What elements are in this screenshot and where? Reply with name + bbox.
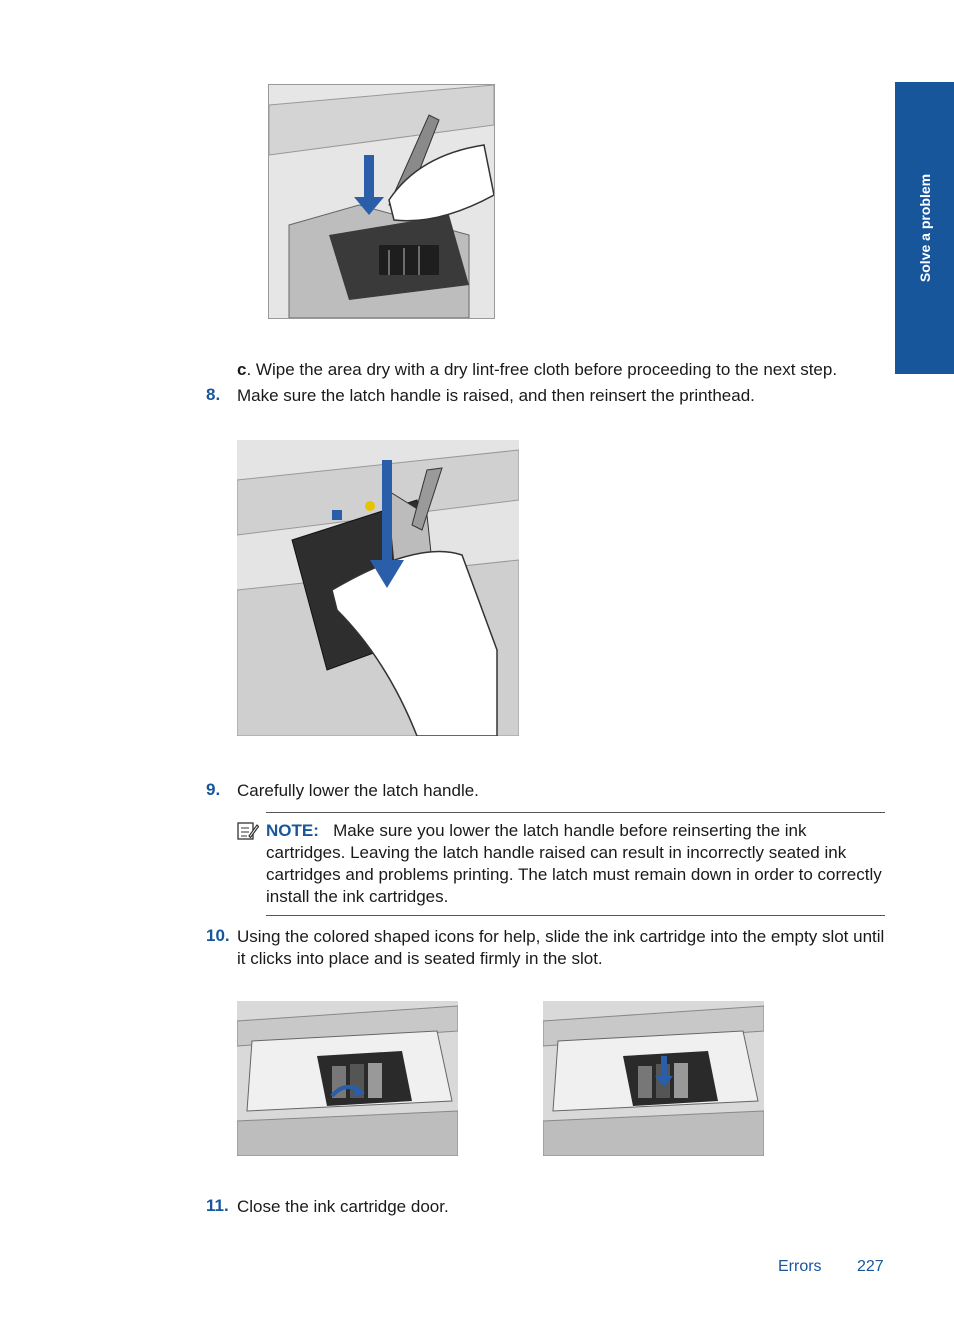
step-c	[237, 359, 897, 381]
side-tab-label: Solve a problem	[916, 173, 933, 283]
figure-cartridge-insert-left	[237, 1001, 458, 1156]
step-9-text: Carefully lower the latch handle.	[237, 781, 479, 800]
note-body	[266, 820, 888, 908]
step-10-text: Using the colored shaped icons for help, slide the ink cartridge into the empty slot until it clicks into place and is seated firmly in the slot.	[237, 927, 885, 968]
note-bottom-rule	[266, 915, 885, 916]
figure-cartridge-insert-right	[543, 1001, 764, 1156]
step-8-number: 8.	[206, 385, 221, 404]
step-11-number: 11.	[206, 1196, 229, 1215]
note-top-rule	[266, 812, 885, 813]
step-8-text: Make sure the latch handle is raised, and then reinsert the printhead.	[237, 386, 755, 405]
step-c-text: . Wipe the area dry with a dry lint-free cloth before proceeding to the next step.	[246, 360, 838, 379]
note-icon	[237, 821, 259, 841]
step-11-text: Close the ink cartridge door.	[237, 1197, 449, 1216]
step-10-number: 10.	[206, 926, 230, 945]
side-tab	[895, 82, 954, 374]
step-c-marker: c	[237, 360, 247, 379]
figure-wipe-printhead	[268, 84, 495, 319]
footer-page-number: 227	[857, 1258, 884, 1275]
note-label: NOTE:	[266, 821, 319, 840]
figure-reinsert-printhead	[237, 440, 519, 736]
footer-section: Errors	[778, 1258, 822, 1275]
note-text: Make sure you lower the latch handle before reinserting the ink cartridges. Leaving the latch handle raised can result in incorrectly seated ink cartridges and problems printing. The latch must remain down in order to correctly install the ink cartridges.	[266, 821, 882, 906]
step-9-number: 9.	[206, 780, 221, 799]
